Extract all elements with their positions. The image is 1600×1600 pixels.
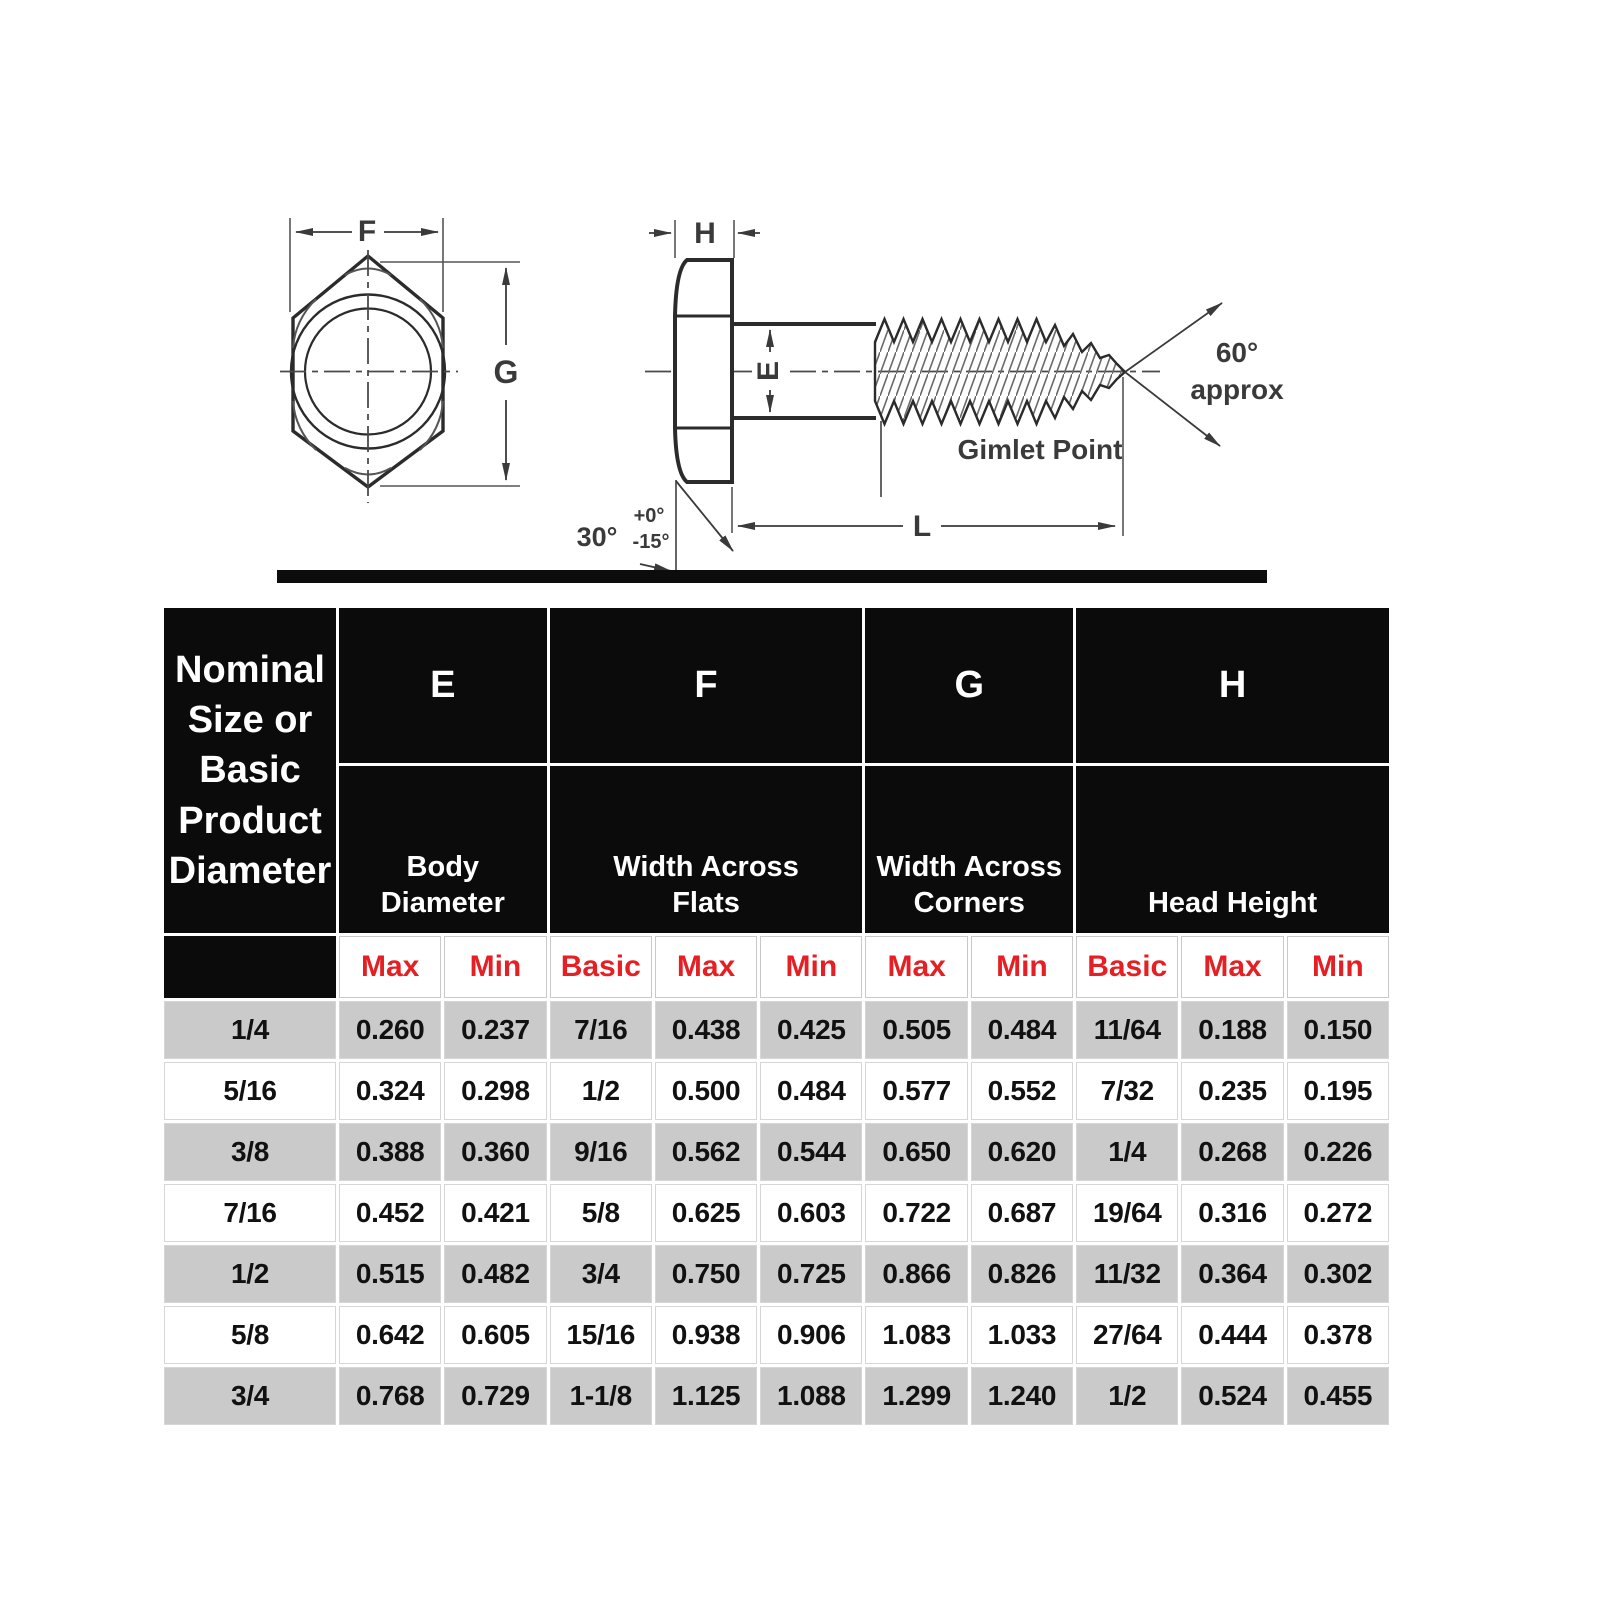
cell: 0.425 bbox=[760, 1001, 862, 1059]
cell: 0.150 bbox=[1287, 1001, 1389, 1059]
dim-label-h: H bbox=[694, 217, 716, 250]
cell-nominal: 3/4 bbox=[164, 1367, 336, 1425]
cell: 0.421 bbox=[444, 1184, 546, 1242]
cell: 0.687 bbox=[971, 1184, 1073, 1242]
cell: 0.729 bbox=[444, 1367, 546, 1425]
gimlet-point-label: Gimlet Point bbox=[957, 434, 1123, 465]
chamfer-tol-plus-label: +0° bbox=[633, 505, 665, 527]
table-row bbox=[164, 1001, 1389, 1059]
dim-label-g: G bbox=[493, 354, 519, 390]
header-desc-width-across-corners: Width Across Corners bbox=[865, 766, 1073, 933]
table-row bbox=[164, 1306, 1389, 1364]
point-angle-label: 60° bbox=[1215, 337, 1259, 368]
cell: 1/2 bbox=[1076, 1367, 1178, 1425]
subheader-spacer bbox=[164, 936, 336, 998]
dim-label-f: F bbox=[357, 215, 377, 248]
header-nominal-line: Diameter bbox=[168, 849, 332, 892]
header-nominal-line: Basic bbox=[199, 749, 301, 792]
cell: 0.298 bbox=[444, 1062, 546, 1120]
cell: 0.650 bbox=[865, 1123, 967, 1181]
scan-border-line bbox=[277, 570, 1267, 583]
cell: 1.083 bbox=[865, 1306, 967, 1364]
cell: 0.482 bbox=[444, 1245, 546, 1303]
cell-nominal: 1/2 bbox=[164, 1245, 336, 1303]
cell: 11/64 bbox=[1076, 1001, 1178, 1059]
header-letter-e: E bbox=[339, 608, 547, 763]
cell: 11/32 bbox=[1076, 1245, 1178, 1303]
cell: 1.240 bbox=[971, 1367, 1073, 1425]
header-desc-head-height: Head Height bbox=[1076, 766, 1389, 933]
cell: 0.438 bbox=[655, 1001, 757, 1059]
cell: 0.826 bbox=[971, 1245, 1073, 1303]
cell: 19/64 bbox=[1076, 1184, 1178, 1242]
chamfer-tol-minus-label: -15° bbox=[632, 531, 670, 553]
threaded-portion bbox=[875, 319, 1125, 424]
cell: 1/4 bbox=[1076, 1123, 1178, 1181]
header-nominal-size bbox=[164, 608, 336, 933]
cell: 1.088 bbox=[760, 1367, 862, 1425]
dim-label-l: L bbox=[912, 510, 932, 543]
cell: 0.722 bbox=[865, 1184, 967, 1242]
subheader-h-max: Max bbox=[1181, 936, 1283, 998]
point-angle-approx-label: approx bbox=[1190, 374, 1284, 405]
dim-label-e: E bbox=[751, 360, 785, 382]
cell-nominal: 5/16 bbox=[164, 1062, 336, 1120]
cell: 0.484 bbox=[760, 1062, 862, 1120]
cell: 7/16 bbox=[550, 1001, 652, 1059]
cell-nominal: 5/8 bbox=[164, 1306, 336, 1364]
cell: 0.552 bbox=[971, 1062, 1073, 1120]
cell: 0.725 bbox=[760, 1245, 862, 1303]
table-row bbox=[164, 1367, 1389, 1425]
cell: 1.299 bbox=[865, 1367, 967, 1425]
table-row bbox=[164, 1123, 1389, 1181]
subheader-e-max: Max bbox=[339, 936, 441, 998]
subheader-h-min: Min bbox=[1287, 936, 1389, 998]
header-nominal-line: Product bbox=[178, 799, 322, 842]
cell: 0.938 bbox=[655, 1306, 757, 1364]
header-desc-body-diameter: Body Diameter bbox=[339, 766, 547, 933]
cell: 0.388 bbox=[339, 1123, 441, 1181]
cell: 0.866 bbox=[865, 1245, 967, 1303]
cell: 1.033 bbox=[971, 1306, 1073, 1364]
cell: 1/2 bbox=[550, 1062, 652, 1120]
cell: 0.544 bbox=[760, 1123, 862, 1181]
cell: 0.364 bbox=[1181, 1245, 1283, 1303]
cell: 0.188 bbox=[1181, 1001, 1283, 1059]
cell: 0.302 bbox=[1287, 1245, 1389, 1303]
header-letter-h: H bbox=[1076, 608, 1389, 763]
header-desc-width-across-flats: Width Across Flats bbox=[550, 766, 863, 933]
cell: 0.226 bbox=[1287, 1123, 1389, 1181]
table-row bbox=[164, 1062, 1389, 1120]
subheader-f-max: Max bbox=[655, 936, 757, 998]
cell: 3/4 bbox=[550, 1245, 652, 1303]
header-nominal-line: Nominal bbox=[175, 649, 325, 692]
subheader-g-max: Max bbox=[865, 936, 967, 998]
cell: 0.195 bbox=[1287, 1062, 1389, 1120]
cell: 0.272 bbox=[1287, 1184, 1389, 1242]
cell: 0.378 bbox=[1287, 1306, 1389, 1364]
hex-head-front-view bbox=[280, 215, 520, 503]
cell: 0.316 bbox=[1181, 1184, 1283, 1242]
spec-table bbox=[161, 605, 1392, 1428]
header-letter-f: F bbox=[550, 608, 863, 763]
subheader-g-min: Min bbox=[971, 936, 1073, 998]
cell: 0.562 bbox=[655, 1123, 757, 1181]
cell: 0.577 bbox=[865, 1062, 967, 1120]
subheader-f-min: Min bbox=[760, 936, 862, 998]
cell: 0.505 bbox=[865, 1001, 967, 1059]
cell: 0.642 bbox=[339, 1306, 441, 1364]
cell: 0.455 bbox=[1287, 1367, 1389, 1425]
cell: 0.484 bbox=[971, 1001, 1073, 1059]
cell: 1-1/8 bbox=[550, 1367, 652, 1425]
header-letter-g: G bbox=[865, 608, 1073, 763]
cell: 0.360 bbox=[444, 1123, 546, 1181]
cell: 15/16 bbox=[550, 1306, 652, 1364]
bolt-head-profile bbox=[675, 260, 732, 482]
cell: 0.260 bbox=[339, 1001, 441, 1059]
subheader-e-min: Min bbox=[444, 936, 546, 998]
cell: 0.324 bbox=[339, 1062, 441, 1120]
cell: 1.125 bbox=[655, 1367, 757, 1425]
cell: 0.906 bbox=[760, 1306, 862, 1364]
cell: 0.768 bbox=[339, 1367, 441, 1425]
cell: 0.500 bbox=[655, 1062, 757, 1120]
cell-nominal: 7/16 bbox=[164, 1184, 336, 1242]
cell: 0.605 bbox=[444, 1306, 546, 1364]
lag-bolt-dimension-drawing bbox=[0, 0, 1600, 610]
cell: 7/32 bbox=[1076, 1062, 1178, 1120]
cell: 0.750 bbox=[655, 1245, 757, 1303]
lag-screw-spec-table bbox=[161, 605, 1392, 1428]
cell: 0.268 bbox=[1181, 1123, 1283, 1181]
cell: 0.625 bbox=[655, 1184, 757, 1242]
header-nominal-line: Size or bbox=[187, 699, 313, 742]
cell: 0.452 bbox=[339, 1184, 441, 1242]
subheader-h-basic: Basic bbox=[1076, 936, 1178, 998]
cell: 0.620 bbox=[971, 1123, 1073, 1181]
cell: 0.235 bbox=[1181, 1062, 1283, 1120]
cell: 9/16 bbox=[550, 1123, 652, 1181]
table-row bbox=[164, 1245, 1389, 1303]
cell-nominal: 3/8 bbox=[164, 1123, 336, 1181]
cell: 0.515 bbox=[339, 1245, 441, 1303]
cell: 0.444 bbox=[1181, 1306, 1283, 1364]
subheader-f-basic: Basic bbox=[550, 936, 652, 998]
cell-nominal: 1/4 bbox=[164, 1001, 336, 1059]
bolt-side-view bbox=[577, 217, 1285, 578]
cell: 0.237 bbox=[444, 1001, 546, 1059]
table-row bbox=[164, 1184, 1389, 1242]
chamfer-angle-label: 30° bbox=[576, 522, 618, 552]
cell: 0.524 bbox=[1181, 1367, 1283, 1425]
cell: 0.603 bbox=[760, 1184, 862, 1242]
cell: 27/64 bbox=[1076, 1306, 1178, 1364]
cell: 5/8 bbox=[550, 1184, 652, 1242]
